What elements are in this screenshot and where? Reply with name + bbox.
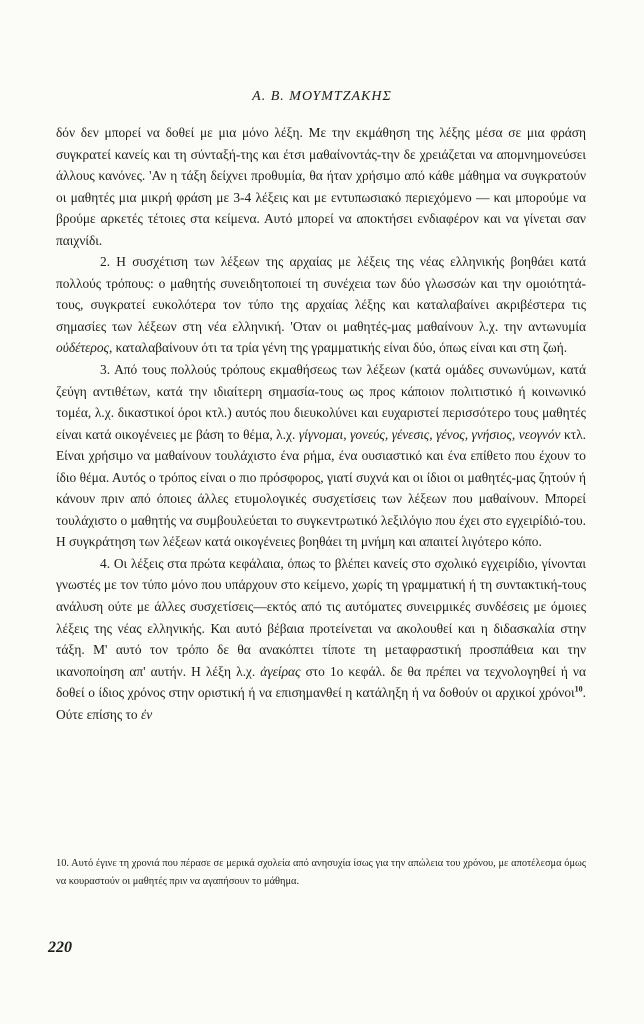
running-title: Α. Β. ΜΟΥΜΤΖΑΚΗΣ — [252, 89, 392, 104]
body-text — [56, 122, 586, 725]
text-run: στο 1ο κεφάλ. δε θα πρέπει να τεχνολογηθεί ή να δοθεί ο ίδιος χρόνος στην οριστική ή να επισημανθεί η κατάληξη ή να δοθούν οι αρχικοί χρόνοι — [56, 663, 586, 701]
paragraph-p1 — [56, 122, 586, 251]
paragraph-p2 — [56, 251, 586, 359]
italic-term: οὐδέτερος — [56, 340, 109, 356]
paragraph-p4 — [56, 553, 586, 725]
italic-term: ἀγείρας — [260, 663, 301, 679]
italic-term: γίγνομαι, γονεύς, γένεσις, γένος, γνήσιος, νεογνόν — [298, 426, 561, 442]
footnote-number: 10. — [56, 858, 69, 869]
page-number: 220 — [48, 939, 72, 956]
text-run: 4. Οι λέξεις στα πρώτα κεφάλαια, όπως το βλέπει κανείς στο σχολικό εγχειρίδιο, γίνονται γνωστές με τον τύπο μόνο που υπάρχουν στο κείμενο, χωρίς τη γραμματική ή τη συντακτική-τους ανάλυση ούτε με άλλες συσχετίσεις—εκτός από τις αυτόματες συνειρμικές συνδέσεις με όμοιες λέξεις της νέας ελληνικής. Και αυτό βέβαια προτείνεται να ακολουθεί και η διδασκαλία στην τάξη. Μ' αυτό τον τρόπο δε θα ανακόπτει τίποτε τη μεταφραστική προσπάθεια και την ικανοποίηση απ' αυτήν. Η λέξη λ.χ. — [56, 555, 586, 679]
footnote-paragraph — [56, 855, 586, 890]
footnote-reference: 10 — [574, 684, 583, 694]
footnote — [56, 855, 586, 890]
italic-term: ἐν — [140, 706, 153, 722]
text-run: 2. Η συσχέτιση των λέξεων της αρχαίας με λέξεις της νέας ελληνικής βοηθάει κατά πολλούς τρόπους: ο μαθητής συνειδητοποιεί τη συνέχεια των δύο γλωσσών και την ομοιότητά-τους, συγκρατεί ευκολότερα τον τύπο της αρχαίας λέξης και καταλαβαίνει ακριβέστερα τις σημασίες των λέξεων στη νέα ελληνική. 'Οταν οι μαθητές-μας μαθαίνουν λ.χ. την αντωνυμία — [56, 254, 586, 334]
paragraph-p3 — [56, 359, 586, 553]
footnote-text: Αυτό έγινε τη χρονιά που πέρασε σε μερικά σχολεία από ανησυχία ίσως για την απώλεια του χρόνου, με αποτέλεσμα όμως να κουραστούν οι μαθητές πριν να αγαπήσουν το μάθημα. — [56, 858, 586, 887]
text-run: , καταλαβαίνουν ότι τα τρία γένη της γραμματικής είναι δύο, όπως είναι και στη ζωή. — [108, 340, 568, 356]
text-run: 3. Από τους πολλούς τρόπους εκμαθήσεως των λέξεων (κατά ομάδες συνωνύμων, κατά ζεύγη αντιθέτων, κατά την ιδιαίτερη σημασία-τους ως προς κάποιον πολιτιστικό ή κοινωνικό τομέα, λ.χ. δικαστικοί όροι κτλ.) αυτός που διευκολύνει και ευχαριστεί περισσότερο τους μαθητές είναι κατά οικογένειες με βάση το θέμα, λ.χ. — [56, 362, 586, 442]
text-run: κτλ. Είναι χρήσιμο να μαθαίνουν τουλάχιστο ένα ρήμα, ένα ουσιαστικό και ένα επίθετο που έχουν το ίδιο θέμα. Αυτός ο τρόπος είναι ο πιο πρόσφορος, γιατί συχνά και οι ίδιοι οι μαθητές-μας ζητούν ή κάνουν πριν από όποιες άλλες ετυμολογικές συσχετίσεις των λέξεων που μαθαίνουν. Μπορεί τουλάχιστο ο μαθητής να συμβουλεύεται το συγκεντρωτικό λεξιλόγιο που έχει στο εγχειρίδιό-του. Η συγκράτηση των λέξεων κατά οικογένειες βοηθάει τη μνήμη και απαιτεί λιγότερο κόπο. — [56, 426, 586, 550]
text-run: δόν δεν μπορεί να δοθεί με μια μόνο λέξη. Με την εκμάθηση της λέξης μέσα σε μια φράση συγκρατεί κανείς και τη σύνταξή-της και έτσι μαθαίνοντάς-την δε χρειάζεται να απομνημονεύσει άλλους κανόνες. 'Αν η τάξη δείχνει προθυμία, θα ήταν χρήσιμο από κάθε μάθημα να συγκρατούν οι μαθητές μια μικρή φράση με 3-4 λέξεις και με εντυπωσιακό περιεχόμενο — και μπορούμε να βρούμε αρκετές τέτοιες στα κείμενα. Αυτό μπορεί να αποκτήσει ενδιαφέρον και να γίνεται σαν παιχνίδι. — [56, 125, 586, 248]
text-run: . Ούτε επίσης το — [56, 685, 586, 722]
